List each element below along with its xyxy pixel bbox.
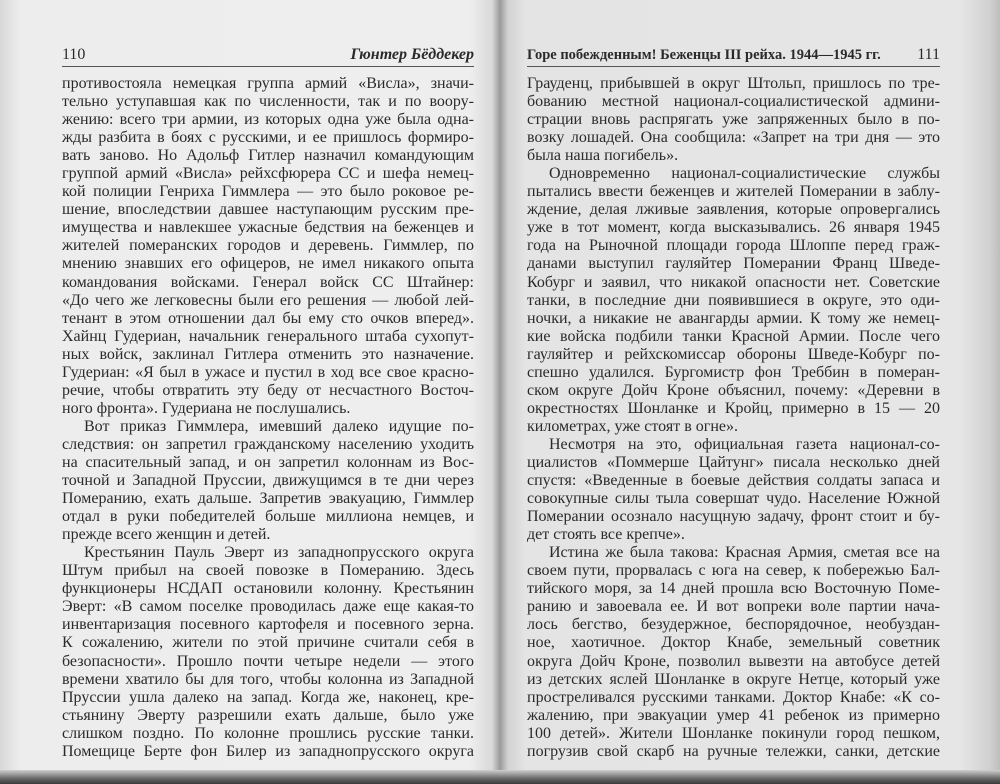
paragraph xyxy=(527,436,940,544)
text-line: противостояла немецкая группа армий «Висла», значи- xyxy=(62,75,474,92)
text-line: Кобург и заявил, что никакой опасности нет. Советские xyxy=(527,273,940,291)
text-line: ранию и завоевала ее. И вот вопреки воле партии нача- xyxy=(527,598,940,616)
paragraph xyxy=(527,75,940,165)
text-line: «До чего же легковесны были его решения — любой лей- xyxy=(62,291,474,309)
text-line: имущества и навлекшее ужасные бедствия на беженцев и xyxy=(62,219,474,237)
text-line: жению: всего три армии, из которых одна уже была одна- xyxy=(62,111,474,129)
text-line: ного фронта». Гудериана не послушались. xyxy=(62,399,351,417)
text-line: дет стоять все крепче». xyxy=(527,526,685,544)
text-line: инвентаризация посевного картофеля и посевного зерна. xyxy=(62,616,474,634)
text-line: ных войск, заклинал Гитлера отменить это назначение. xyxy=(62,345,474,363)
text-line: танки, в последние дни появившиеся в округе, это оди- xyxy=(527,291,940,309)
text-line: простреливался русскими танками. Доктор Кнабе: «К со- xyxy=(527,688,940,706)
text-line: жды разбита в боях с русскими, и ее пришлось формиро- xyxy=(62,129,474,147)
text-line: стьянину Эверту разрешили ехать дальше, было уже xyxy=(62,706,474,724)
paragraph xyxy=(62,544,474,761)
text-line: следствия: он запретил гражданскому населению уходить xyxy=(62,435,474,453)
text-line: Эверт: «В самом поселке проводилась даже еще какая-то xyxy=(62,598,474,616)
page-body xyxy=(62,75,474,761)
text-line: Померанию, ехать дальше. Запретив эвакуацию, Гиммлер xyxy=(62,490,474,508)
right-page xyxy=(527,0,940,770)
text-line: тельно уступавшая как по численности, так и по воору- xyxy=(62,93,474,111)
paragraph xyxy=(62,418,474,544)
text-line: Грауденц, прибывшей в округ Штольп, пришлось по тре- xyxy=(527,75,940,92)
text-line: вать заново. Но Адольф Гитлер назначил командующим xyxy=(62,147,474,165)
left-page xyxy=(62,0,474,770)
text-line: ное, хаотичное. Доктор Кнабе, земельный советник xyxy=(527,634,940,652)
text-line: слишком поздно. По колонне прошлись русские танки. xyxy=(62,724,474,742)
text-line: совокупные силы тыла совершат чудо. Население Южной xyxy=(527,490,940,508)
text-line: километрах, уже стоят в огне». xyxy=(527,417,738,435)
paragraph xyxy=(62,75,474,418)
text-line: Пруссии ушла далеко на запад. Когда же, наконец, кре- xyxy=(62,688,474,706)
text-line: мнению знавших его офицеров, не имел никакого опыта xyxy=(62,255,474,273)
text-line: страции вновь распрягать уже запряженных было в по- xyxy=(527,111,940,129)
text-line: из детских яслей Шонланке в округе Нетце, который уже xyxy=(527,670,940,688)
text-line: Гудериан: «Я был в ужасе и пустил в ход все свое красно- xyxy=(62,363,474,381)
text-line: была наша погибель». xyxy=(527,147,679,165)
left-page-header xyxy=(62,44,474,67)
text-line: отдал в руки победителей больше миллиона немцев, и xyxy=(62,508,474,526)
text-line: бованию местной национал-социалистической админи- xyxy=(527,93,940,111)
text-line: уже в тот момент, когда высказывались. 26 января 1945 xyxy=(527,219,940,237)
text-line: 100 детей». Жители Шонланке покинули город пешком, xyxy=(527,724,940,742)
text-line: жителей померанских городов и деревень. Гиммлер, по xyxy=(62,237,474,255)
text-line: своем пути, прорвалась с юга на север, к побережью Бал- xyxy=(527,562,940,580)
text-line: кие войска подбили танки Красной Армии. После чего xyxy=(527,327,940,345)
text-line: пытались ввести беженцев и жителей Померании в заблу- xyxy=(527,183,940,201)
text-line: функционеры НСДАП остановили колонну. Крестьянин xyxy=(62,580,474,598)
text-line: данами выступил гауляйтер Померании Франц Шведе- xyxy=(527,255,940,273)
text-line: Вот приказ Гиммлера, имевший далеко идущие по- xyxy=(84,417,474,435)
text-line: спустя: «Введенные в боевые действия солдаты запаса и xyxy=(527,472,940,490)
running-head: Гюнтер Бёддекер xyxy=(350,46,474,63)
text-line: речие, чтобы отвратить эту беду от несчастного Восточ- xyxy=(62,381,474,399)
text-line: Померании осознало насущную задачу, фронт стоит и бу- xyxy=(527,508,940,526)
text-line: года на Рыночной площади города Шлоппе перед граж- xyxy=(527,237,940,255)
text-line: возку лошадей. Она сообщила: «Запрет на три дня — это xyxy=(527,129,940,147)
text-line: окрестностях Шонланке и Кройц, примерно в 15 — 20 xyxy=(527,399,940,417)
text-line: точной и Западной Пруссии, движущимся в те дни через xyxy=(62,472,474,490)
paragraph xyxy=(527,544,940,761)
page-number: 111 xyxy=(917,46,940,63)
page-number: 110 xyxy=(62,46,86,63)
text-line: Истина же была такова: Красная Армия, сметая все на xyxy=(549,544,940,562)
text-line: К сожалению, жители по этой причине считали себя в xyxy=(62,634,474,652)
text-line: тенант в этом отношении дал бы ему сто очков вперед». xyxy=(62,309,474,327)
text-line: гауляйтер и рейхскомиссар обороны Шведе-Кобург по- xyxy=(527,345,940,363)
text-line: безопасности». Прошло почти четыре недели — этого xyxy=(62,652,474,670)
text-line: шение, впоследствии давшее наступающим русским пре- xyxy=(62,201,474,219)
page-body xyxy=(527,75,940,761)
book-bottom-edge xyxy=(0,770,1000,784)
right-page-header xyxy=(527,44,940,67)
text-line: на спасительный запад, и он запретил колоннам из Вос- xyxy=(62,453,474,471)
text-line: погрузив свой скарб на ручные тележки, санки, детские xyxy=(527,742,940,760)
paragraph xyxy=(527,165,940,436)
text-line: прежде всего женщин и детей. xyxy=(62,526,271,544)
text-line: группой армий «Висла» рейхсфюрера СС и шефа немец- xyxy=(62,165,474,183)
text-line: ском округе Дойч Кроне объяснил, почему: «Деревни в xyxy=(527,381,940,399)
text-line: тийского моря, за 14 дней прошла всю Восточную Поме- xyxy=(527,580,940,598)
text-line: циалистов «Поммерше Цайтунг» писала несколько дней xyxy=(527,453,940,471)
text-line: лось бегство, безудержное, беспорядочное, необуздан- xyxy=(527,616,940,634)
text-line: Штум прибыл на своей повозке в Померанию. Здесь xyxy=(62,562,474,580)
text-line: Хайнц Гудериан, начальник генерального штаба сухопут- xyxy=(62,327,474,345)
text-line: Крестьянин Пауль Эверт из западнопрусского округа xyxy=(84,544,474,562)
text-line: Помещице Берте фон Билер из западнопрусского округа xyxy=(62,742,474,760)
text-line: округа Дойч Кроне, позволил вывезти на автобусе детей xyxy=(527,652,940,670)
text-line: ждение, делая лживые заявления, которые опровергались xyxy=(527,201,940,219)
text-line: Одновременно национал-социалистические службы xyxy=(549,165,940,183)
text-line: Несмотря на это, официальная газета национал-со- xyxy=(549,435,940,453)
text-line: ночки, а никакие не авангарды армии. К тому же немец- xyxy=(527,309,940,327)
text-line: спешно удалился. Бургомистр фон Треббин в померан- xyxy=(527,363,940,381)
text-line: кой полиции Генриха Гиммлера — это было роковое ре- xyxy=(62,183,474,201)
text-line: командования войсками. Генерал войск СС Штайнер: xyxy=(62,273,474,291)
text-line: времени хватило бы для того, чтобы колонна из Западной xyxy=(62,670,474,688)
text-line: жалению, при эвакуации умер 41 ребенок из примерно xyxy=(527,706,940,724)
running-head: Горе побежденным! Беженцы III рейха. 1944—1945 гг. xyxy=(527,47,881,63)
